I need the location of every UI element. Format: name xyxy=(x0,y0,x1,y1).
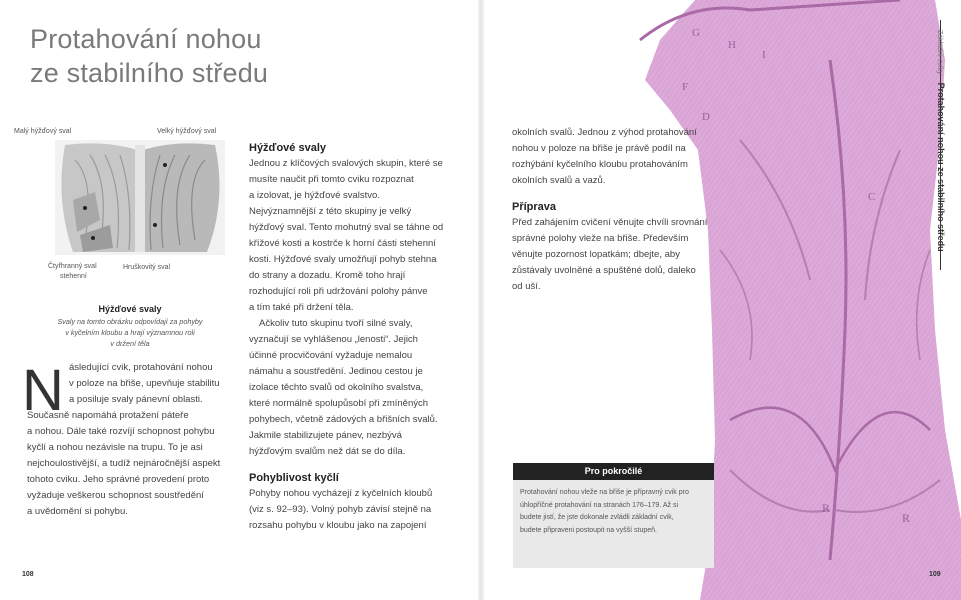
letter-g: G xyxy=(692,27,700,39)
text-line: nohou v poloze na břiše je právě podíl na xyxy=(512,143,686,154)
page-number-left: 108 xyxy=(22,571,34,578)
text-line: budete připraveni postoupit na vyšší stupeň. xyxy=(520,526,657,534)
text-line: rozsahu pohybu v kloubu jako na zapojení xyxy=(249,520,427,531)
text-line: pohybech, včetně zádových a břišních svalů. xyxy=(249,414,438,425)
text-line: rozhýbání kyčelního kloubu protahováním xyxy=(512,159,688,170)
text-line: Současně napomáhá protažení páteře xyxy=(27,410,189,421)
column-3 xyxy=(512,125,722,295)
text-line: kosti. Hýžďové svaly umožňují pohyb stehna xyxy=(249,254,437,265)
text-line: Jakmile stabilizujete pánev, nezbývá xyxy=(249,430,402,441)
drop-cap: N xyxy=(22,358,64,423)
text-line: okolních svalů. Jednou z výhod protahování xyxy=(512,127,697,138)
heading-priprava: Příprava xyxy=(512,201,557,213)
page-title xyxy=(30,22,268,90)
text-line: musíte naučit při tomto cviku rozpoznat xyxy=(249,174,414,185)
text-line: izolace těchto svalů od okolního svalstva, xyxy=(249,382,424,393)
text-line: křížové kosti a kostrče k horní části stehenní xyxy=(249,238,436,249)
text-line: a nohou. Dále také rozvíjí schopnost pohybu xyxy=(27,426,215,437)
letter-r-2: R xyxy=(902,511,911,525)
text-line: a izolovat, je hýžďové svalstvo. xyxy=(249,190,380,201)
label-maly-hyzdovy-sval: Malý hýžďový sval xyxy=(14,128,72,135)
advanced-box-text xyxy=(520,487,710,537)
heading-pohyblivost-kycli: Pohyblivost kyčlí xyxy=(249,472,339,484)
intro-paragraph xyxy=(27,360,220,520)
text-line: ásledující cvik, protahování nohou xyxy=(69,362,213,373)
label-hruskovity-sval: Hruškovitý sval xyxy=(123,264,171,271)
gluteal-muscles-illustration xyxy=(55,140,225,255)
text-line: okolních svalů a vazů. xyxy=(512,175,606,186)
text-line: zůstávaly uvolněné a spuštěné dolů, daleko xyxy=(512,265,696,276)
text-line: Jednou z klíčových svalových skupin, které se xyxy=(249,158,443,169)
letter-f: F xyxy=(682,81,689,93)
figure-caption-title: Hýžďové svaly xyxy=(98,304,162,314)
label-velky-hyzdovy-sval: Velký hýžďový sval xyxy=(157,128,217,135)
advanced-box-title: Pro pokročilé xyxy=(513,463,714,480)
text-line: v poloze na břiše, upevňuje stabilitu xyxy=(69,378,220,389)
text-line: hýžďovým svalům než dát se do díla. xyxy=(249,446,406,457)
sidebar-section: Základní cviky xyxy=(936,30,943,75)
text-line: věnujte pozornost lopatkám; dbejte, aby xyxy=(512,249,680,260)
letter-h: H xyxy=(728,39,736,51)
text-line: Nejvýznamnější z této skupiny je velký xyxy=(249,206,412,217)
text-line: nejchoulostivější, a tudíž nejnáročnější aspekt xyxy=(27,458,221,469)
text-line: vyznačují se vyhlášenou „lenosti“. Jejich xyxy=(249,334,418,345)
title-line-2: ze stabilního středu xyxy=(30,58,269,88)
caption-line: Svaly na tomto obrázku odpovídají za pohyby xyxy=(57,317,203,326)
label-stehenni: stehenní xyxy=(60,273,87,280)
sidebar-vertical-title xyxy=(936,30,946,252)
text-line: Před zahájením cvičení věnujte chvíli srovnání xyxy=(512,217,708,228)
heading-hyzdove-svaly: Hýžďové svaly xyxy=(249,142,327,154)
text-line: úhlopříčné protahování na stranách 176–179. Až si xyxy=(520,501,678,509)
text-line: (viz s. 92–93). Volný pohyb závisí stejně na xyxy=(249,504,432,515)
column-2 xyxy=(249,140,479,534)
text-line: od uší. xyxy=(512,281,541,292)
caption-line: v držení těla xyxy=(110,339,150,348)
text-line: účinné procvičování vyžaduje nemalou xyxy=(249,350,413,361)
figure-caption xyxy=(40,316,220,349)
label-ctyrhranny-sval: Čtyřhranný sval xyxy=(48,263,97,270)
letter-r: R xyxy=(822,501,831,515)
caption-line: v kyčelním kloubu a hrají významnou roli xyxy=(65,328,195,337)
text-line: do strany a dozadu. Kromě toho hrají xyxy=(249,270,406,281)
text-line: hýžďový sval. Tento mohutný sval se táhne od xyxy=(249,222,444,233)
letter-c: C xyxy=(868,191,876,203)
text-line: rozhodující roli při udržování polohy pánve xyxy=(249,286,428,297)
letter-i: I xyxy=(762,49,766,61)
text-line: a posiluje svaly pánevní oblasti. xyxy=(69,394,203,405)
text-line: vyžaduje veškerou schopnost soustředění xyxy=(27,490,204,501)
text-line: Ačkoliv tuto skupinu tvoří silné svaly, xyxy=(259,318,413,329)
letter-d: D xyxy=(702,111,710,123)
text-line: správné polohy vleže na břiše. Především xyxy=(512,233,689,244)
text-line: a uvědomění si pohybu. xyxy=(27,506,128,517)
text-line: Protahování nohou vleže na břiše je přípravný cvik pro xyxy=(520,489,689,496)
text-line: budete jistí, že jste dokonale zvládli základní cvik, xyxy=(520,514,674,521)
page-number-right: 109 xyxy=(929,571,941,578)
text-line: tohoto cviku. Jeho správné provedení proto xyxy=(27,474,210,485)
text-line: které normálně spolupůsobí při zmíněných xyxy=(249,398,429,409)
text-line: a tím také při držení těla. xyxy=(249,302,354,313)
text-line: kyčlí a nohou nezávisle na trupu. To je asi xyxy=(27,442,203,453)
sidebar-title: Protahování nohou ze stabilního středu xyxy=(936,82,946,252)
title-line-1: Protahování nohou xyxy=(30,24,262,54)
text-line: Pohyby nohou vycházejí z kyčelních kloubů xyxy=(249,488,433,499)
text-line: námahu a soustředění. Jedinou cestou je xyxy=(249,366,423,377)
